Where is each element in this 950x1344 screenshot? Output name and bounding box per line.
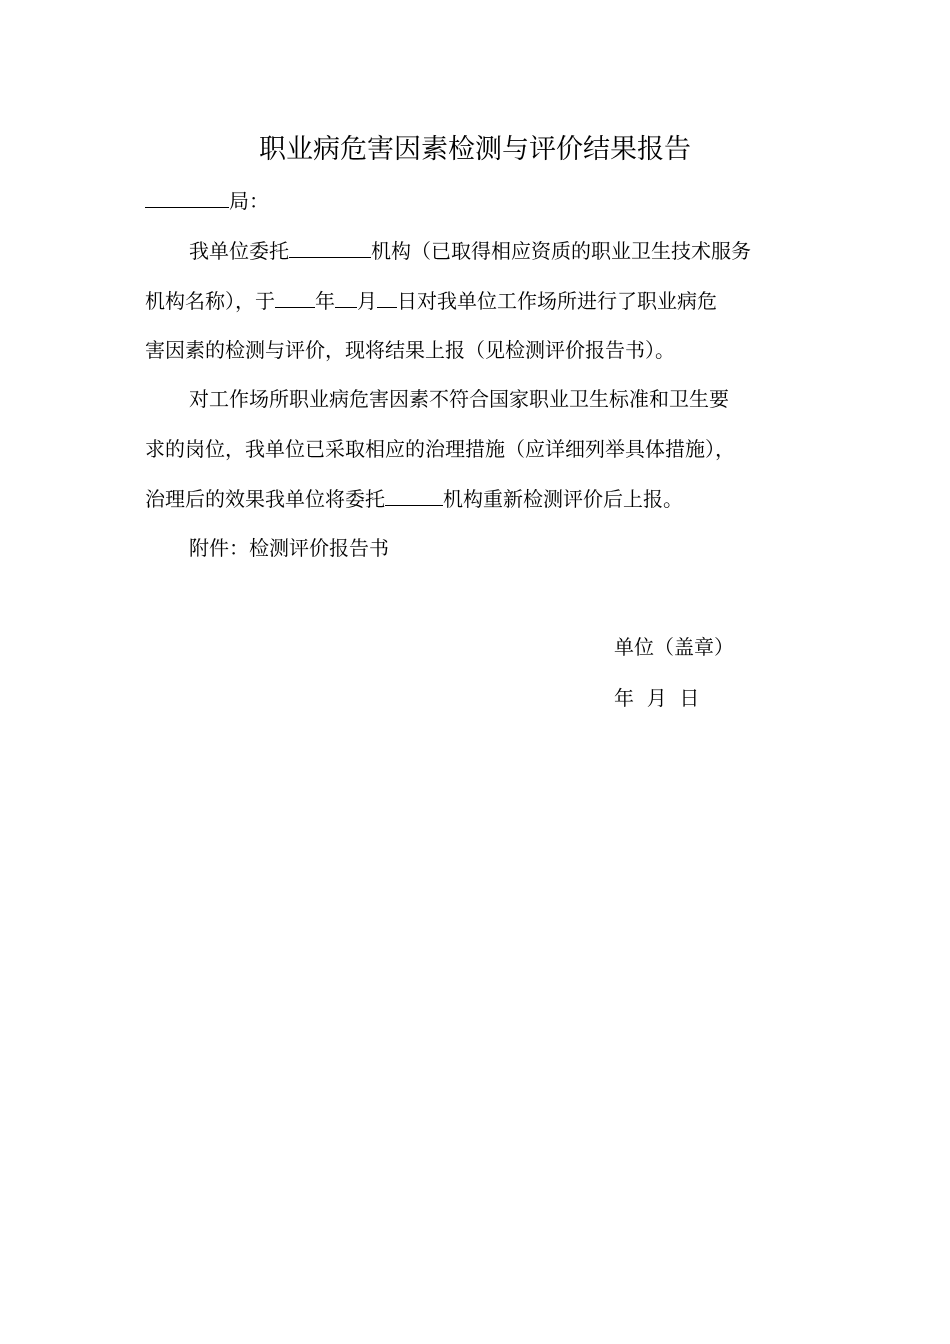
para2-line1: 对工作场所职业病危害因素不符合国家职业卫生标准和卫生要 (189, 387, 729, 411)
para1-text-b: 机构（已取得相应资质的职业卫生技术服务 (371, 239, 751, 263)
para1-text-a: 我单位委托 (189, 239, 289, 263)
para2-line3 (145, 483, 683, 514)
signature-unit: 单位（盖章） (614, 635, 734, 659)
addressee-blank (145, 185, 229, 208)
para1-line1 (189, 235, 751, 266)
day-blank (377, 285, 397, 308)
para2-text-b: 机构重新检测评价后上报。 (443, 487, 683, 511)
month-label: 月 (357, 289, 377, 313)
year-blank (275, 285, 315, 308)
para1-text-d: 日对我单位工作场所进行了职业病危 (397, 289, 717, 313)
para2-line2: 求的岗位，我单位已采取相应的治理措施（应详细列举具体措施）， (145, 437, 735, 461)
reinspection-agency-blank (385, 483, 443, 506)
signature-date: 年 月 日 (614, 686, 700, 710)
month-blank (335, 285, 357, 308)
document-title: 职业病危害因素检测与评价结果报告 (259, 134, 691, 165)
para1-line2 (145, 285, 717, 316)
agency-blank (289, 235, 371, 258)
addressee-suffix: 局： (229, 189, 269, 213)
para1-text-c: 机构名称），于 (145, 289, 275, 313)
para2-text-a: 治理后的效果我单位将委托 (145, 487, 385, 511)
para1-line3: 害因素的检测与评价，现将结果上报（见检测评价报告书）。 (145, 338, 675, 362)
year-label: 年 (315, 289, 335, 313)
attachment-line: 附件：检测评价报告书 (189, 536, 389, 560)
addressee-line (145, 185, 269, 216)
